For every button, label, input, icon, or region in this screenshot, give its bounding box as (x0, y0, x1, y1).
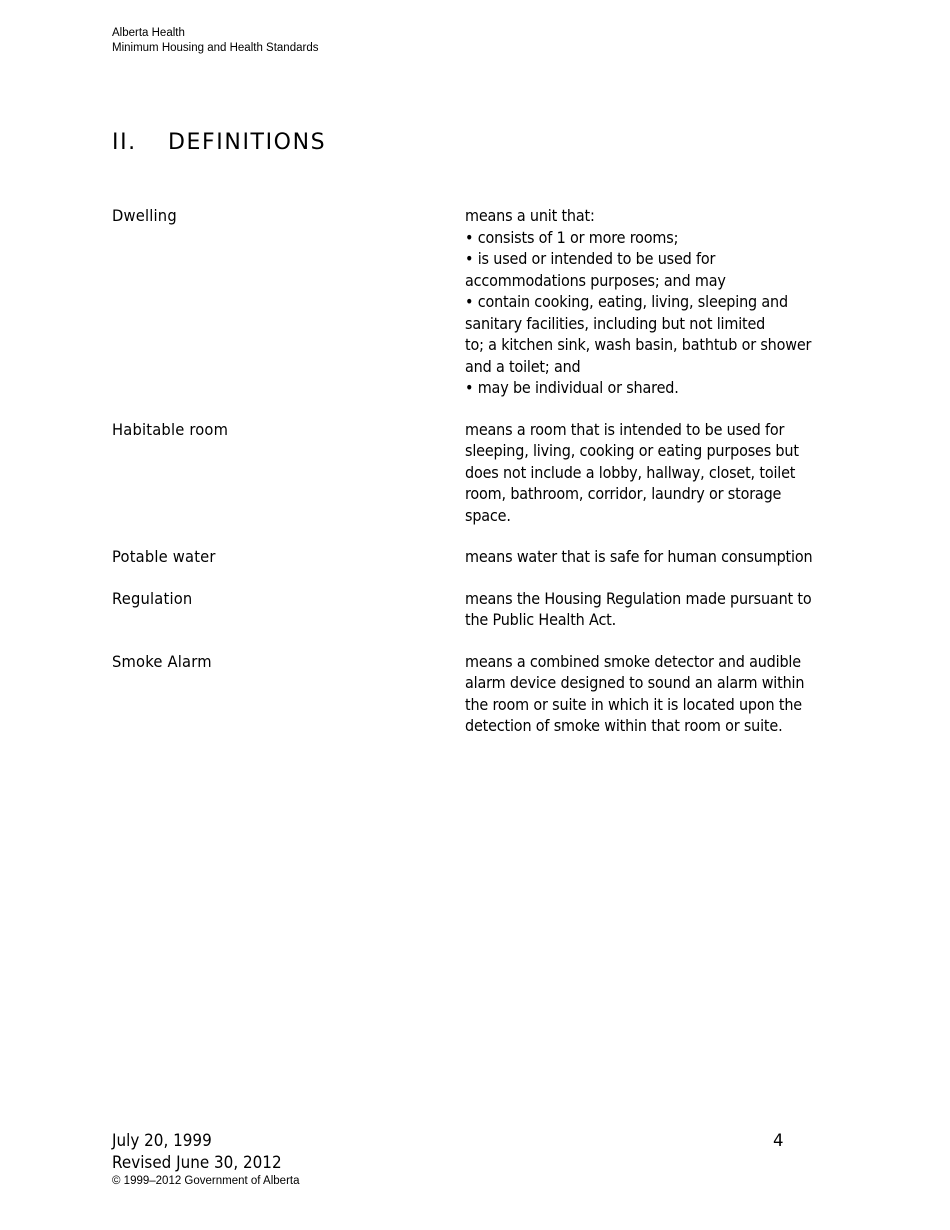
header-document-title: Minimum Housing and Health Standards (112, 42, 319, 54)
definition-row-dwelling (112, 205, 842, 399)
footer-revised-date: Revised June 30, 2012 (112, 1153, 282, 1172)
section-title: DEFINITIONS (168, 130, 327, 155)
definition-text (465, 205, 842, 399)
page-footer (112, 1130, 792, 1188)
definition-row-habitable-room (112, 419, 842, 527)
definition-line: means water that is safe for human consumption (465, 547, 813, 566)
definition-line: means a room that is intended to be used for (465, 419, 785, 439)
definition-row-smoke-alarm (112, 651, 842, 737)
definition-line: means the Housing Regulation made pursuant to (465, 588, 812, 608)
definition-term: Dwelling (112, 206, 177, 225)
definition-line: the room or suite in which it is located upon the (465, 694, 802, 714)
page-header (112, 26, 318, 56)
definition-line: accommodations purposes; and may (465, 270, 726, 290)
definition-line: • consists of 1 or more rooms; (465, 227, 679, 247)
definition-line: sleeping, living, cooking or eating purposes but (465, 441, 799, 460)
definition-term: Potable water (112, 547, 216, 566)
definition-line: and a toilet; and (465, 356, 581, 376)
definition-row-potable-water (112, 546, 842, 568)
definition-text (465, 651, 842, 737)
definition-term: Regulation (112, 588, 193, 608)
footer-copyright: © 1999–2012 Government of Alberta (112, 1175, 300, 1187)
definition-line: means a unit that: (465, 206, 595, 225)
definition-line: does not include a lobby, hallway, closet, toilet (465, 462, 796, 482)
definition-row-regulation (112, 588, 842, 631)
definition-text (465, 419, 842, 527)
definition-line: • contain cooking, eating, living, sleeping and (465, 292, 788, 311)
definition-text (465, 546, 842, 568)
section-number: II. (112, 130, 137, 155)
definition-line: • is used or intended to be used for (465, 249, 716, 268)
definition-line: means a combined smoke detector and audible (465, 651, 801, 671)
definition-term: Habitable room (112, 419, 229, 439)
section-heading (112, 130, 326, 155)
definition-line: space. (465, 505, 511, 525)
definitions-list (112, 205, 842, 757)
definition-line: • may be individual or shared. (465, 378, 679, 397)
header-organization: Alberta Health (112, 27, 185, 39)
definition-line: to; a kitchen sink, wash basin, bathtub or shower (465, 335, 812, 354)
definition-term: Smoke Alarm (112, 651, 212, 671)
footer-date: July 20, 1999 (112, 1131, 212, 1150)
definition-text (465, 588, 842, 631)
definition-line: detection of smoke within that room or suite. (465, 716, 783, 735)
definition-line: the Public Health Act. (465, 610, 617, 629)
page-number: 4 (773, 1131, 784, 1150)
definition-line: sanitary facilities, including but not limited (465, 313, 766, 333)
definition-line: alarm device designed to sound an alarm within (465, 673, 805, 692)
definition-line: room, bathroom, corridor, laundry or storage (465, 484, 782, 503)
